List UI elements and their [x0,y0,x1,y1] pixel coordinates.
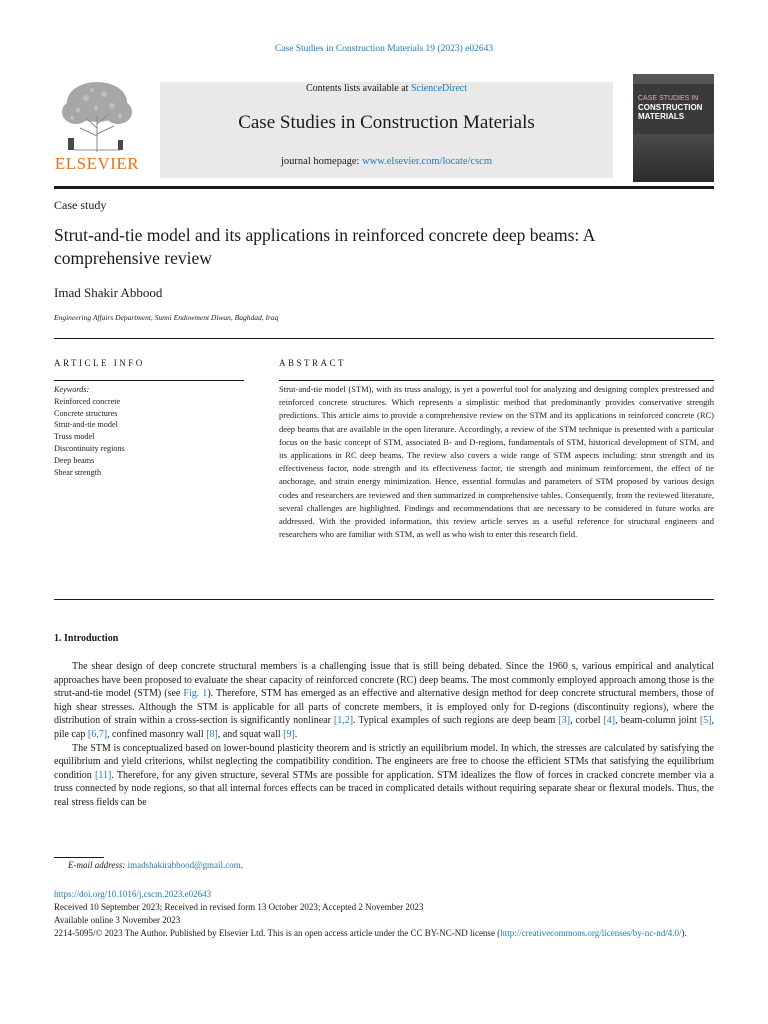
email-footnote: E-mail address: imadshakirabbood@gmail.com. [68,860,243,870]
citation-link[interactable]: [6,7] [87,728,108,740]
article-title: Strut-and-tie model and its applications in reinforced concrete deep beams: A comprehensive review [54,225,595,268]
citation-link[interactable]: [11] [95,769,112,781]
intro-paragraph-1 [54,660,714,742]
author-name[interactable]: Imad Shakir Abbood [54,285,163,300]
journal-cover[interactable] [633,74,714,182]
author-affiliation: Engineering Affairs Department, Sunni Endowment Diwan, Baghdad, Iraq [54,313,279,322]
keyword-item: Truss model [54,432,95,442]
journal-homepage: journal homepage: www.elsevier.com/locate/cscm [281,156,492,167]
keyword-item: Shear strength [54,467,102,477]
paragraph-text: , corbel [570,715,604,727]
citation-link[interactable]: [5] [699,715,712,727]
doi-link[interactable]: https://doi.org/10.1016/j.cscm.2023.e02643 [54,889,212,899]
contents-line: Contents lists available at ScienceDirect [305,83,468,94]
keyword-item: Deep beams [54,455,95,465]
paragraph-text: . Therefore, for any given structure, several STMs are possible for application. STM idealizes the flow of forces in cracked concrete member via a truss connected by node regions, so that all internal forces effects can be traced in complicated details without requiring separate shear or flexural models. Thus, the real stress fields can be [54,769,714,808]
elsevier-wordmark: ELSEVIER [54,154,140,173]
license-link[interactable]: http://creativecommons.org/licenses/by-nc-nd/4.0/ [500,928,682,938]
cover-image [633,134,714,182]
paragraph-text: . Typical examples of such regions are deep beam [353,715,559,727]
elsevier-tree-icon [56,80,138,152]
keywords-list [54,384,244,478]
meta-divider [54,338,714,339]
introduction-heading: 1. Introduction [54,633,119,644]
abstract-divider [54,599,714,600]
homepage-link[interactable]: www.elsevier.com/locate/cscm [362,156,492,167]
elsevier-logo [54,80,140,176]
abstract-heading: ABSTRACT [279,358,347,368]
citation-link[interactable]: Fig. 1 [183,688,208,700]
footnote-divider [54,857,104,858]
citation-link[interactable]: [4] [603,715,616,727]
keyword-item: Reinforced concrete [54,396,121,406]
header-divider [54,186,714,189]
sciencedirect-link[interactable]: ScienceDirect [410,83,468,94]
abstract-text: Strut-and-tie model (STM), with its truss analogy, is yet a powerful tool for analyzing and designing complex prestressed and reinforced concrete structures. Which represents a simplistic method that predominantly provides conservative strength predictions. This article aims to provide a comprehensive review on the STM and its applications in reinforced concrete (RC) deep beams that are available in the open literature. Accordingly, a review of the STM technique is presented with a particular focus on the basic concept of STM, associated B- and D-regions, fundamentals of STM, historical development of STM, and its applications in RC deep beams. The review also covers a wide range of STM aspects including: strut strength and its effectiveness factor, node strength and its effectiveness factor, tie strength and minimum reinforcement, the effect of tie anchorage, and strain energy minimization. Hence, essential formulas and parameters of STM proposed by various design codes and researchers are reviewed and then summarized in comprehensive tables. Consequently, from the reviewed literature, several challenges are highlighted. Findings and recommendations that are necessary to be considered in future works are addressed. With the provided information, this review article serves as a useful reference for structural engineers and researchers who are familiar with STM, as well as who wish to enter this research field. [279,384,714,540]
received-dates: Received 10 September 2023; Received in revised form 13 October 2023; Accepted 2 November 2023 [54,902,424,912]
paragraph-text: The shear design of deep concrete structural members is a challenging issue that is still being debated. Since the 1960 s, various empirical and analytical approaches have been proposed to evaluate the shear capacity of reinforced concrete (RC) deep beams. The most commonly employed approach among those is the strut-and-tie model (STM) (see [54,661,714,700]
paragraph-text: , confined masonry wall [107,728,207,740]
license-notice: 2214-5095/© 2023 The Author. Published by Elsevier Ltd. This is an open access article under the CC BY-NC-ND license (http://creativecommons.org/licenses/by-nc-nd/4.0/). [54,928,687,938]
keyword-item: Discontinuity regions [54,443,125,453]
journal-title: Case Studies in Construction Materials [238,112,535,133]
citation-link[interactable]: [1,2] [333,715,354,727]
article-info-rule [54,380,244,381]
keyword-item: Concrete structures [54,408,118,418]
paragraph-text: , and squat wall [217,728,284,740]
keyword-item: Strut-and-tie model [54,420,118,430]
paragraph-text: , pile cap [54,715,714,740]
abstract-rule [279,380,714,381]
journal-header [160,82,613,178]
cover-title: CASE STUDIES IN CONSTRUCTION MATERIALS [638,95,703,121]
paragraph-text: The STM is conceptualized based on lower-bound plasticity theorem and is strictly an equilibrium model. In which, the stresses are calculated by satisfying the equilibrium and yield criterions, whilst neglecting the compatibility condition. The engineers are free to choose the efficient STMs that satisfying the equilibrium condition [54,742,714,781]
article-info-heading: ARTICLE INFO [54,358,145,368]
citation-link[interactable]: [9] [283,728,295,740]
paragraph-text: ). Therefore, STM has emerged as an effective and alternative design method for deep concrete structural members, those of high shear stresses. Although the STM is applicable for all parts of concrete members, it is employed only for D-regions (discontinuity regions), where the distribution of strain within a cross-section is significantly nonlinear [54,688,715,727]
paragraph-text: , beam-column joint [615,715,700,727]
keywords-label: Keywords: [54,385,90,394]
citation-link[interactable]: [3] [558,715,571,727]
journal-reference[interactable]: Case Studies in Construction Materials 19 (2023) e02643 [274,44,494,54]
article-type: Case study [54,198,107,212]
introduction-body [54,660,714,810]
available-online: Available online 3 November 2023 [54,915,181,925]
intro-paragraph-2 [54,742,714,810]
paragraph-text: . [294,728,298,740]
email-link[interactable]: imadshakirabbood@gmail.com [127,860,241,870]
citation-link[interactable]: [8] [206,728,218,740]
